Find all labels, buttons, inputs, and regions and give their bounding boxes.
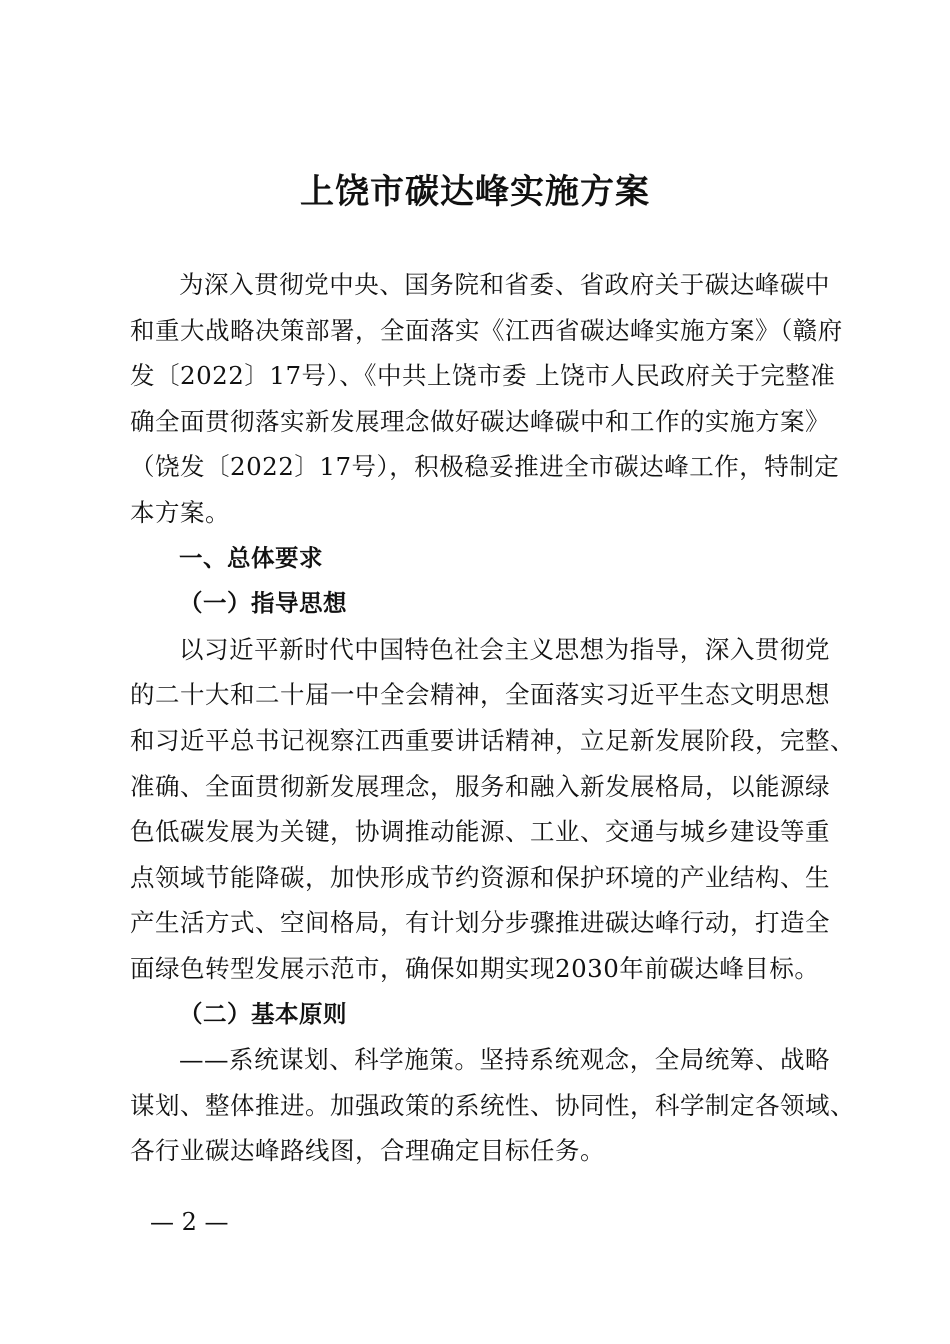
subsection-heading: （一）指导思想 (179, 589, 347, 618)
text-line: 准确、全面贯彻新发展理念，服务和融入新发展格局，以能源绿 (130, 771, 830, 801)
text-line: （饶发〔2022〕17号），积极稳妥推进全市碳达峰工作，特制定 (130, 452, 840, 482)
text-line: 为深入贯彻党中央、国务院和省委、省政府关于碳达峰碳中 (179, 270, 830, 299)
page-title: 上饶市碳达峰实施方案 (300, 172, 650, 212)
text-line: 和习近平总书记视察江西重要讲话精神，立足新发展阶段，完整、 (130, 725, 855, 755)
text-line: 的二十大和二十届一中全会精神，全面落实习近平生态文明思想 (130, 680, 830, 710)
text-line: 面绿色转型发展示范市，确保如期实现2030年前碳达峰目标。 (130, 953, 820, 983)
text-line: 确全面贯彻落实新发展理念做好碳达峰碳中和工作的实施方案》 (130, 406, 830, 436)
text-line: 点领域节能降碳，加快形成节约资源和保护环境的产业结构、生 (130, 862, 830, 892)
subsection-heading: （二）基本原则 (179, 999, 347, 1028)
section-heading: 一、总体要求 (179, 543, 323, 572)
text-line: 各行业碳达峰路线图，合理确定目标任务。 (130, 1136, 605, 1166)
text-line: 色低碳发展为关键，协调推动能源、工业、交通与城乡建设等重 (130, 817, 830, 847)
text-line: 发〔2022〕17号）、《中共上饶市委 上饶市人民政府关于完整准 (130, 361, 836, 391)
document-body (130, 262, 855, 1174)
text-line: 本方案。 (130, 497, 230, 527)
page-number: — 2 — (150, 1208, 229, 1236)
text-line: 谋划、整体推进。加强政策的系统性、协同性，科学制定各领域、 (130, 1090, 855, 1120)
text-line: ——系统谋划、科学施策。坚持系统观念，全局统筹、战略 (179, 1045, 830, 1075)
text-line: 和重大战略决策部署，全面落实《江西省碳达峰实施方案》（赣府 (130, 315, 843, 345)
text-line: 产生活方式、空间格局，有计划分步骤推进碳达峰行动，打造全 (130, 908, 830, 938)
text-line: 以习近平新时代中国特色社会主义思想为指导，深入贯彻党 (179, 634, 830, 664)
